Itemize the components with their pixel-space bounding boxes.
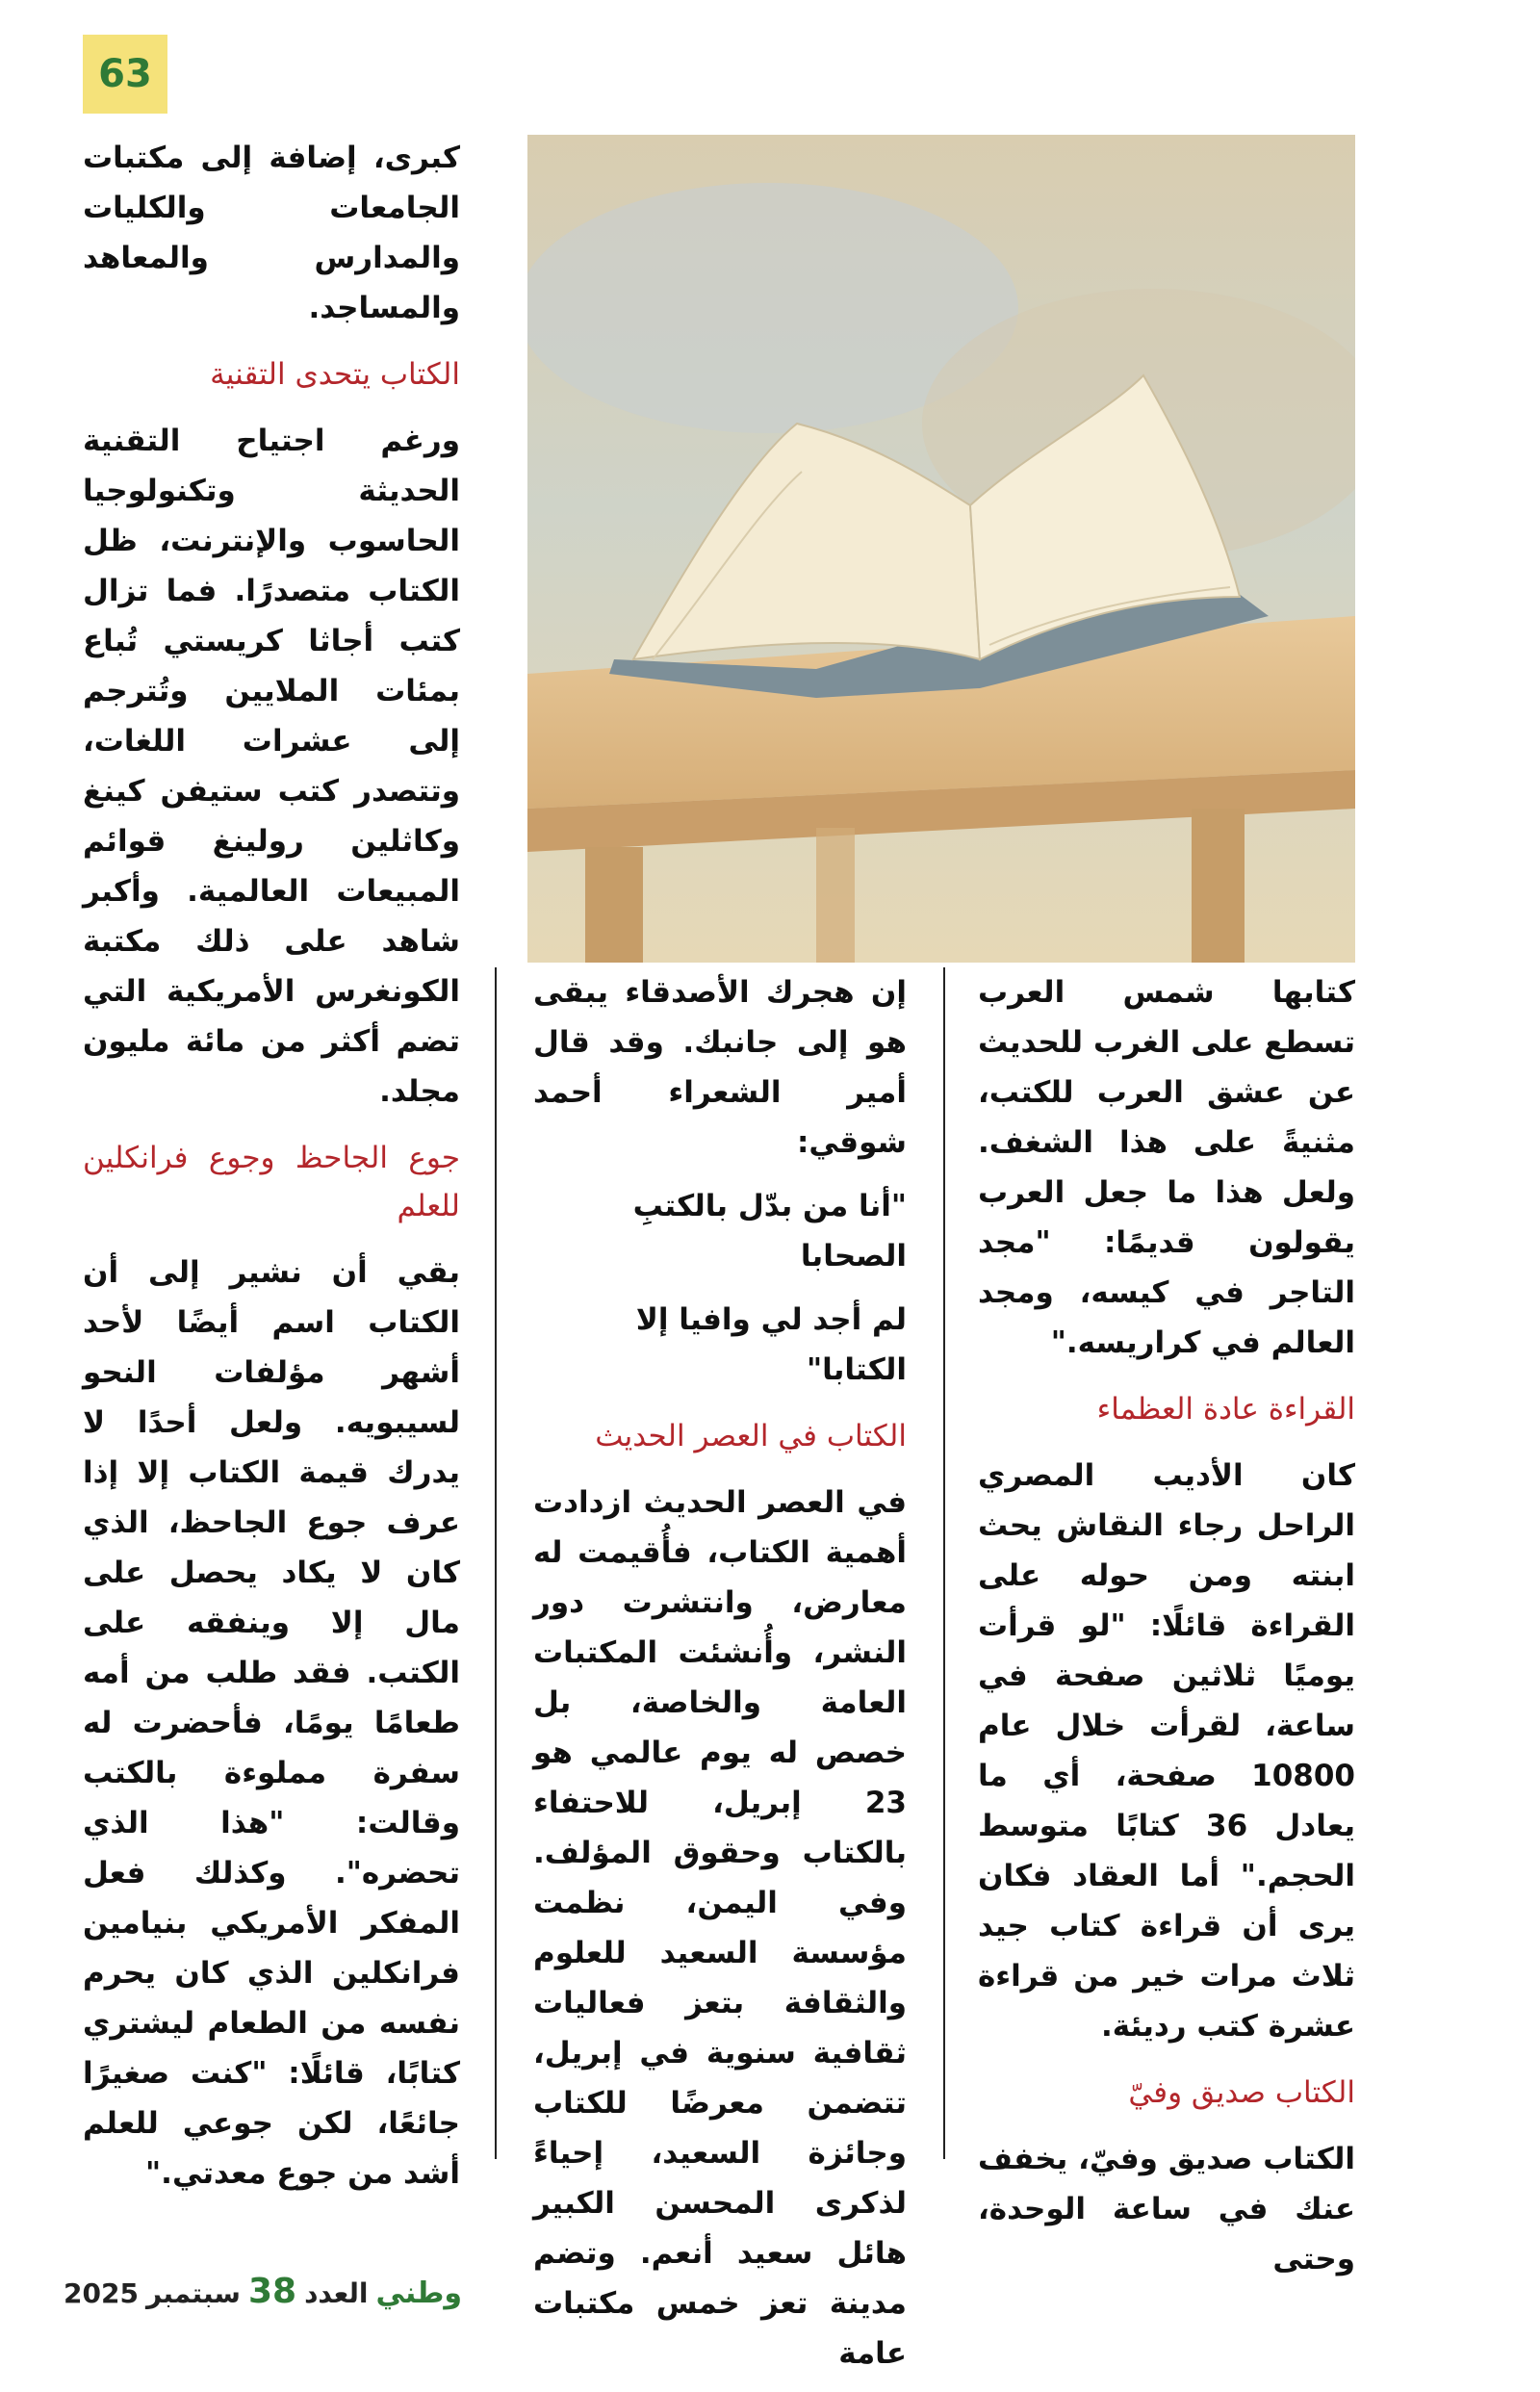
column-divider: [495, 967, 497, 2159]
verse-line: "أنا من بدّل بالكتبِ الصحابا: [632, 1189, 907, 1273]
issue-month: سبتمبر: [145, 2277, 241, 2309]
section-heading: جوع الجاحظ وجوع فرانكلين للعلم: [83, 1141, 460, 1223]
page-number: 63: [83, 35, 167, 114]
column-left: [83, 133, 460, 2212]
verse-line: لم أجد لي وافيا إلا الكتابا": [635, 1302, 907, 1387]
issue-year: 2025: [64, 2277, 139, 2309]
section-heading: القراءة عادة العظماء: [1096, 1392, 1355, 1427]
column-right: [978, 967, 1355, 2298]
paragraph: ورغم اجتياح التقنية الحديثة وتكنولوجيا الحاسوب والإنترنت، ظل الكتاب متصدرًا. فما تزال كتب أجاثا كريستي تُباع بمئات الملايين وتُترجم إلى عشرات اللغات، وتتصدر كتب ستيفن كينغ وكاثلين رولينغ قوائم المبيعات العالمية. وأكبر شاهد على ذلك مكتبة الكونغرس الأمريكية التي تضم أكثر من مائة مليون مجلد.: [83, 424, 460, 1109]
issue-number: 38: [247, 2272, 297, 2311]
section-heading: الكتاب صديق وفيّ: [1128, 2075, 1355, 2110]
page-footer: [64, 2272, 462, 2311]
issue-label: العدد: [304, 2277, 369, 2309]
paragraph: إن هجرك الأصدقاء يبقى هو إلى جانبك. وقد قال أمير الشعراء أحمد شوقي:: [533, 975, 907, 1160]
section-heading: الكتاب في العصر الحديث: [595, 1419, 907, 1453]
paragraph: في العصر الحديث ازدادت أهمية الكتاب، فأُقيمت له معارض، وانتشرت دور النشر، وأُنشئت المكتبات العامة والخاصة، بل خصص له يوم عالمي هو 23 إبريل، للاحتفاء بالكتاب وحقوق المؤلف. وفي اليمن، نظمت مؤسسة السعيد للعلوم والثقافة بتعز فعاليات ثقافية سنوية في إبريل، تتضمن معرضًا للكتاب وجائزة السعيد، إحياءً لذكرى المحسن الكبير هائل سعيد أنعم. وتضم مدينة تعز خمس مكتبات عامة: [533, 1485, 907, 2371]
column-divider: [943, 967, 945, 2159]
paragraph: كبرى، إضافة إلى مكتبات الجامعات والكليات والمدارس والمعاهد والمساجد.: [83, 141, 460, 325]
open-book-illustration: [527, 135, 1355, 963]
column-middle: [533, 967, 907, 2392]
paragraph: بقي أن نشير إلى أن الكتاب اسم أيضًا لأحد أشهر مؤلفات النحو لسيبويه. ولعل أحدًا لا يدرك قيمة الكتاب إلا إذا عرف جوع الجاحظ، الذي كان لا يكاد يحصل على مال إلا وينفقه على الكتب. فقد طلب من أمه طعامًا يومًا، فأحضرت له سفرة مملوءة بالكتب وقالت: "هذا الذي تحضره". وكذلك فعل المفكر الأمريكي بنيامين فرانكلين الذي كان يحرم نفسه من الطعام ليشتري كتابًا، قائلًا: "كنت صغيرًا جائعًا، لكن جوعي للعلم أشد من جوع معدتي.": [83, 1255, 460, 2191]
paragraph: كان الأديب المصري الراحل رجاء النقاش يحث ابنته ومن حوله على القراءة قائلًا: "لو قرأت يوميًا ثلاثين صفحة في ساعة، لقرأت خلال عام 10800 صفحة، أي ما يعادل 36 كتابًا متوسط الحجم." أما العقاد فكان يرى أن قراءة كتاب جيد ثلاث مرات خير من قراءة عشرة كتب رديئة.: [978, 1458, 1355, 2044]
section-heading: الكتاب يتحدى التقنية: [210, 357, 460, 392]
paragraph: الكتاب صديق وفيّ، يخفف عنك في ساعة الوحدة، وحتى: [978, 2142, 1355, 2276]
paragraph: كتابها شمس العرب تسطع على الغرب للحديث عن عشق العرب للكتب، مثنيةً على هذا الشغف. ولعل هذا ما جعل العرب يقولون قديمًا: "مجد التاجر في كيسه، ومجد العالم في كراريسه.": [978, 975, 1355, 1360]
magazine-name: وطني: [375, 2276, 463, 2310]
